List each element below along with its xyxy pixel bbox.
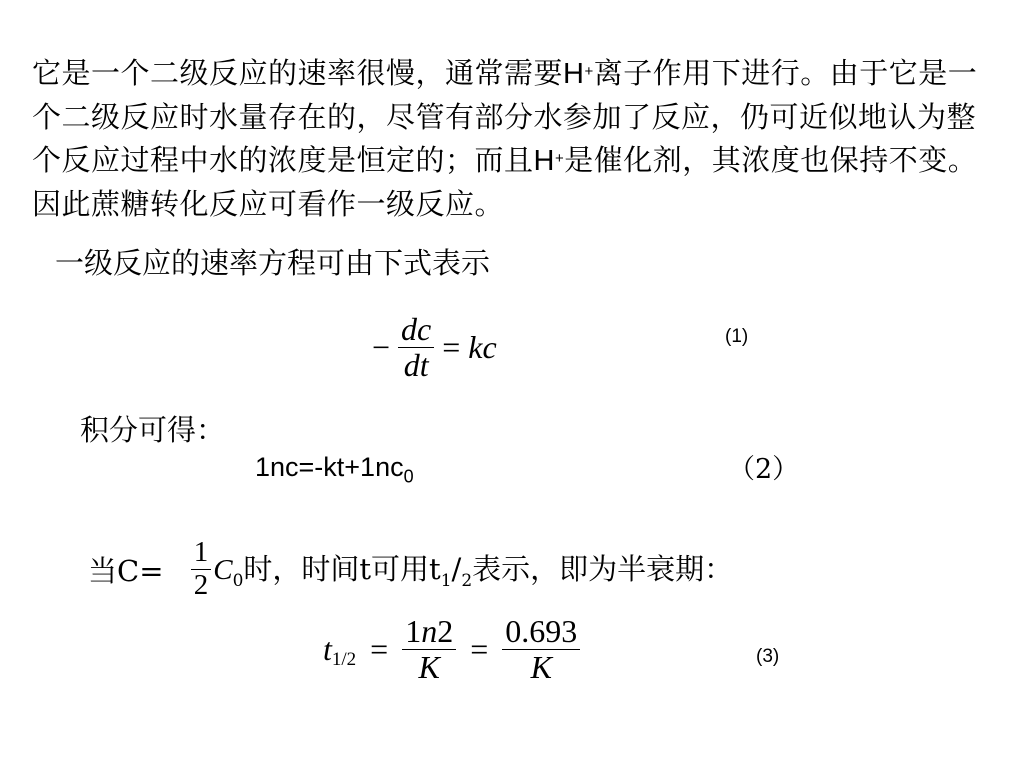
halflife-c-symbol: C	[213, 554, 233, 587]
eq3-fraction-2	[502, 614, 580, 685]
eq3-t: t	[323, 631, 332, 668]
eq3-frac1-den: K	[418, 649, 440, 686]
eq1-denominator: dt	[403, 347, 429, 384]
halflife-fraction	[191, 537, 212, 602]
eq3-equals-2: =	[470, 631, 489, 668]
eq2-number: （2）	[728, 454, 800, 485]
paragraph-text-2: 离子作用下进行。由于它是一个二级反应时水量存在的，尽管有部分水参加了反应，仍可近似地认为整个反应过程中水的浓度是恒定的；而且	[32, 56, 978, 177]
h-ion-symbol-2: H	[533, 145, 555, 177]
eq3-equals-1: =	[370, 631, 389, 668]
paragraph-text-3: 是催化剂，其浓度也保持不变。因此蔗糖转化反应可看作一级反应。	[32, 143, 978, 221]
h-ion-charge: +	[584, 63, 594, 80]
eq1-minus: −	[372, 329, 391, 366]
eq3-frac1-num	[402, 614, 456, 650]
eq3-frac2-den: K	[530, 649, 552, 686]
halflife-prefix: 当C=	[88, 553, 164, 588]
integral-label: 积分可得：	[80, 413, 226, 447]
equation-3	[323, 614, 580, 685]
eq1-rhs: kc	[468, 329, 497, 366]
eq3-number: (3)	[756, 646, 780, 667]
halflife-c-sub: 0	[232, 571, 244, 592]
halflife-t-sub2: 2	[461, 571, 473, 592]
eq3-frac1-num-c: 2	[437, 613, 454, 649]
halflife-slash: /	[451, 552, 462, 587]
eq1-numerator: dc	[398, 312, 434, 348]
eq3-t-sub: 1/2	[331, 648, 357, 670]
eq3-frac2-num: 0.693	[502, 614, 580, 650]
rate-equation-intro: 一级反应的速率方程可由下式表示	[55, 246, 491, 280]
halflife-frac-num: 1	[191, 537, 212, 570]
halflife-middle: 时，时间t可用t	[243, 552, 441, 587]
eq1-fraction	[398, 312, 434, 383]
eq3-fraction-1	[402, 614, 456, 685]
eq1-number: (1)	[725, 326, 749, 347]
halflife-line	[88, 537, 733, 602]
intro-paragraph	[32, 52, 1000, 226]
eq2-text: 1nc=-kt+1nc	[255, 452, 404, 482]
halflife-suffix: 表示，即为半衰期：	[472, 552, 734, 587]
eq3-frac1-num-a: 1	[405, 613, 422, 649]
halflife-frac-den: 2	[193, 568, 209, 601]
h-ion-symbol: H	[563, 58, 585, 90]
equation-2	[255, 452, 414, 487]
halflife-t-sub1: 1	[440, 571, 452, 592]
h-ion-charge-2: +	[554, 150, 565, 167]
equation-1	[372, 312, 497, 383]
eq1-equals: =	[442, 329, 461, 366]
paragraph-text-1: 它是一个二级反应的速率很慢，通常需要	[32, 56, 564, 90]
eq2-subscript: 0	[403, 466, 414, 487]
eq3-frac1-num-b: n	[421, 613, 438, 649]
